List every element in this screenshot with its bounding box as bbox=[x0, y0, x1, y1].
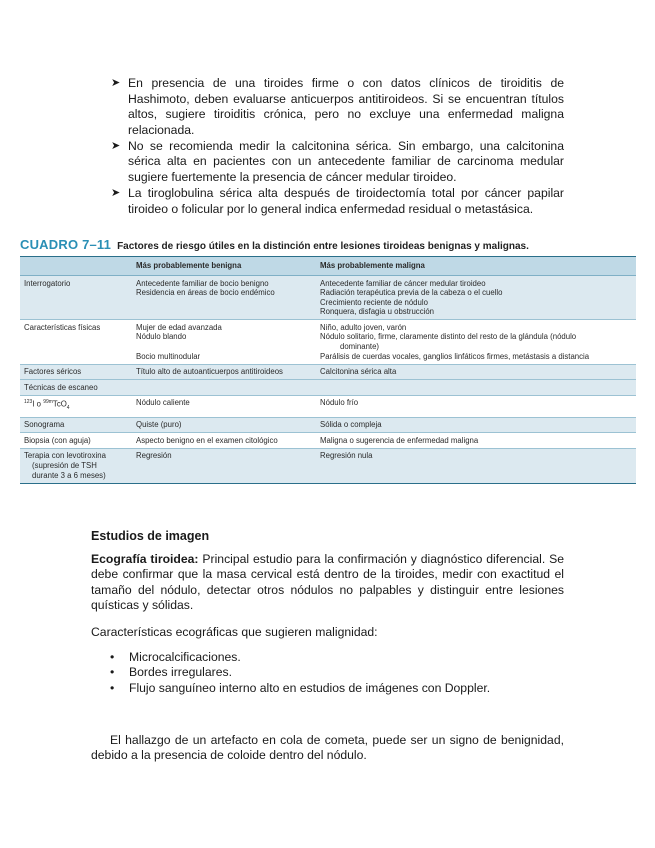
table-row bbox=[20, 364, 636, 380]
arrow-bullet-icon: ➤ bbox=[111, 77, 121, 89]
header-cell: Más probablemente benigna bbox=[132, 257, 316, 276]
paragraph-text: Principal estudio para la confirmación y diagnóstico diferencial. Se debe confirmar que la masa cervical está dentro de la tiroides, medir con exactitud el tamaño del nódulo, detectar otros nódulos no palpables y distinguir entre lesiones quísticas y sólidas. bbox=[91, 552, 564, 613]
table-title: Factores de riesgo útiles en la distinción entre lesiones tiroideas benignas y malignas. bbox=[117, 241, 529, 252]
cell-line: durante 3 a 6 meses) bbox=[32, 470, 106, 480]
list-item-text: Microcalcificaciones. bbox=[129, 650, 241, 664]
list-item bbox=[110, 681, 490, 696]
list-item-text: La tiroglobulina sérica alta después de tiroidectomía total por cáncer papilar tiroideo o folicular por lo general indica enfermedad residual o metastásica. bbox=[128, 185, 564, 216]
malignant-cell bbox=[316, 380, 636, 396]
malignancy-intro-paragraph: Características ecográficas que sugieren malignidad: bbox=[91, 625, 378, 639]
malignant-cell: Calcitonina sérica alta bbox=[316, 364, 636, 380]
table-row bbox=[20, 448, 636, 483]
cell-line: Terapia con levotiroxina bbox=[24, 451, 106, 461]
paragraph-lead: Ecografía tiroidea: bbox=[91, 552, 199, 566]
benign-cell bbox=[132, 276, 316, 320]
list-item bbox=[110, 139, 564, 186]
list-item bbox=[110, 76, 564, 138]
table-row bbox=[20, 433, 636, 449]
row-label: Características físicas bbox=[20, 320, 132, 364]
isotope-subscript: 4 bbox=[66, 405, 70, 412]
cell-line: Radiación terapéutica previa de la cabeza o el cuello bbox=[320, 288, 503, 298]
cell-line: Residencia en áreas de bocio endémico bbox=[136, 288, 275, 298]
table-header-row bbox=[20, 257, 636, 276]
header-cell bbox=[20, 257, 132, 276]
table-row bbox=[20, 276, 636, 320]
row-label: Biopsia (con aguja) bbox=[20, 433, 132, 449]
risk-factors-table bbox=[20, 256, 636, 484]
list-item-text: Bordes irregulares. bbox=[129, 665, 232, 680]
benign-cell bbox=[132, 320, 316, 364]
cell-line: Antecedente familiar de cáncer medular tiroideo bbox=[320, 278, 486, 288]
cell-line: Mujer de edad avanzada bbox=[136, 322, 222, 332]
comet-tail-paragraph: El hallazgo de un artefacto en cola de cometa, puede ser un signo de benignidad, debido a la presencia de coloide dentro del nódulo. bbox=[91, 733, 564, 763]
cell-line: Bocio multinodular bbox=[136, 351, 201, 361]
benign-cell: Aspecto benigno en el examen citológico bbox=[132, 433, 316, 449]
bullet-dot-icon: • bbox=[110, 680, 115, 695]
cell-line: Nódulo blando bbox=[136, 332, 187, 342]
cell-line: dominante) bbox=[340, 342, 380, 352]
isotope-superscript: 99m bbox=[43, 399, 53, 406]
section-heading: Estudios de imagen bbox=[91, 529, 210, 543]
malignant-cell: Maligna o sugerencia de enfermedad maligna bbox=[316, 433, 636, 449]
row-label: Técnicas de escaneo bbox=[20, 380, 132, 396]
cell-line: Niño, adulto joven, varón bbox=[320, 322, 407, 332]
row-label bbox=[20, 448, 132, 483]
cell-line: Ronquera, disfagia u obstrucción bbox=[320, 307, 434, 317]
list-item bbox=[110, 650, 490, 665]
list-item bbox=[110, 186, 564, 217]
table-row bbox=[20, 320, 636, 364]
malignant-cell: Regresión nula bbox=[316, 448, 636, 483]
malignant-cell bbox=[316, 320, 636, 364]
bullet-dot-icon: • bbox=[110, 650, 115, 664]
benign-cell: Nódulo caliente bbox=[132, 395, 316, 417]
list-item-text: En presencia de una tiroides firme o con datos clínicos de tiroiditis de Hashimoto, deben evaluarse anticuerpos antitiroideos. Si se encuentran títulos altos, sugiere tiroiditis crónica, pero no excluye una enfermedad maligna relacionada. bbox=[128, 76, 564, 137]
row-label bbox=[20, 395, 132, 417]
isotope-text: I o bbox=[32, 400, 44, 410]
table-number: CUADRO 7–11 bbox=[20, 237, 112, 252]
benign-cell: Título alto de autoanticuerpos antitiroideos bbox=[132, 364, 316, 380]
list-item-text: Flujo sanguíneo interno alto en estudios de imágenes con Doppler. bbox=[129, 680, 491, 695]
cell-spacer bbox=[136, 342, 312, 352]
cell-line: Crecimiento reciente de nódulo bbox=[320, 297, 428, 307]
cell-line: Nódulo solitario, firme, claramente distinto del resto de la glándula (nódulo bbox=[320, 332, 577, 342]
row-label: Interrogatorio bbox=[20, 276, 132, 320]
isotope-text: TcO bbox=[52, 400, 67, 410]
row-label: Factores séricos bbox=[20, 364, 132, 380]
cell-line: (supresión de TSH bbox=[32, 460, 97, 470]
malignant-cell: Sólida o compleja bbox=[316, 417, 636, 433]
ultrasound-paragraph bbox=[91, 552, 564, 614]
bullet-dot-icon: • bbox=[110, 665, 115, 680]
malignant-cell: Nódulo frío bbox=[316, 395, 636, 417]
table-row bbox=[20, 380, 636, 396]
malignancy-bullet-list bbox=[110, 650, 490, 696]
arrow-bullet-icon: ➤ bbox=[111, 186, 121, 199]
table-row bbox=[20, 395, 636, 417]
table-row bbox=[20, 417, 636, 433]
isotope-superscript: 123 bbox=[24, 399, 33, 406]
table-caption bbox=[20, 236, 640, 254]
list-item bbox=[110, 665, 490, 680]
benign-cell: Regresión bbox=[132, 448, 316, 483]
benign-cell: Quiste (puro) bbox=[132, 417, 316, 433]
benign-cell bbox=[132, 380, 316, 396]
arrow-bullet-icon: ➤ bbox=[111, 139, 121, 152]
cell-line: Parálisis de cuerdas vocales, ganglios linfáticos firmes, metástasis a distancia bbox=[320, 351, 590, 361]
list-item-text: No se recomienda medir la calcitonina sérica. Sin embargo, una calcitonina sérica alta en pacientes con un antecedente familiar de carcinoma medular sugiere fuertemente la presencia de cáncer medular tiroideo. bbox=[128, 138, 564, 184]
top-bullet-list bbox=[110, 76, 564, 218]
row-label: Sonograma bbox=[20, 417, 132, 433]
cell-line: Antecedente familiar de bocio benigno bbox=[136, 278, 269, 288]
header-cell: Más probablemente maligna bbox=[316, 257, 636, 276]
malignant-cell bbox=[316, 276, 636, 320]
